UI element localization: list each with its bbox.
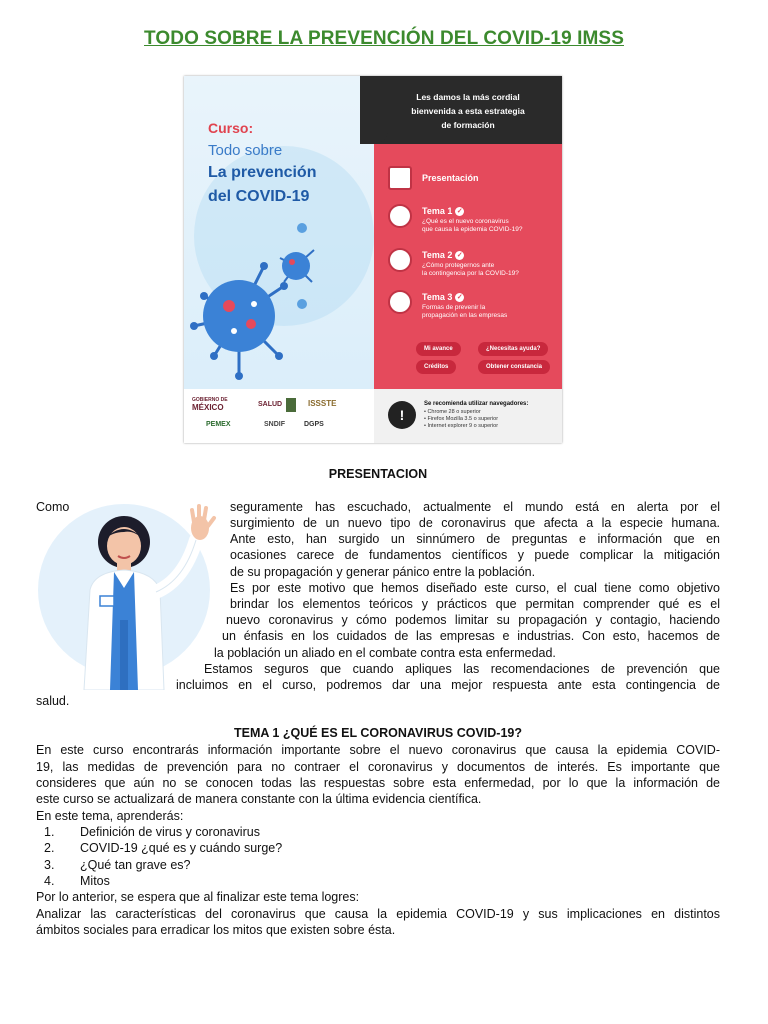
presentacion-line-4: ocasiones carece de fundamentos científicos y puede complicar la mitigación bbox=[230, 548, 720, 562]
list-item: 4. Mitos bbox=[44, 874, 110, 888]
presentacion-label: Presentación bbox=[422, 173, 479, 183]
tema1-intro-line-3: este curso se actualizará de manera constante con la última evidencia científica. bbox=[36, 792, 482, 806]
hands-icon bbox=[388, 248, 412, 272]
presentacion-line-7: brindar los elementos teóricos y prácticos que permitan comprender qué es el bbox=[230, 597, 720, 611]
welcome-line2: bienvenida a esta estrategia bbox=[411, 106, 525, 116]
card-left-panel bbox=[184, 76, 379, 389]
course-name-line2: del COVID-19 bbox=[208, 188, 310, 205]
tema-3-desc1: Formas de prevenir la bbox=[422, 304, 486, 311]
tema1-intro-line-2: consideres que aún no se conocen todas las respuestas sobre esta enfermedad, por lo que la información de bbox=[36, 776, 720, 790]
course-name-line1: La prevención bbox=[208, 164, 317, 181]
workers-icon bbox=[388, 290, 412, 314]
warning-icon: ! bbox=[388, 401, 416, 429]
presentacion-line-13: salud. bbox=[36, 694, 70, 708]
welcome-line3: de formación bbox=[441, 120, 495, 130]
check-icon: ✓ bbox=[456, 208, 463, 215]
list-item: 3. ¿Qué tan grave es? bbox=[44, 858, 191, 872]
presentation-icon bbox=[388, 166, 412, 190]
todo-sobre-label: Todo sobre bbox=[208, 142, 283, 159]
tema-3-desc2: propagación en las empresas bbox=[422, 312, 508, 319]
presentacion-line-0: Como bbox=[36, 500, 70, 514]
tema1-heading: TEMA 1 ¿QUÉ ES EL CORONAVIRUS COVID-19? bbox=[233, 726, 522, 740]
list-item: 1. Definición de virus y coronavirus bbox=[44, 825, 260, 839]
tema1-aprenderas: En este tema, aprenderás: bbox=[36, 809, 184, 823]
tema1-outro-line-1: Analizar las características del coronavirus que causa la epidemia COVID-19 y sus implicaciones en distintos bbox=[36, 907, 720, 921]
presentacion-line-11: Estamos seguros que cuando apliques las recomendaciones de prevención que bbox=[204, 662, 720, 676]
browsers-list: • Chrome 28 o superior • Firefox Mozilla 3.5 o superior • Internet explorer 9 o superior bbox=[424, 409, 499, 429]
gobierno-mexico-logo: GOBIERNO DE MÉXICO bbox=[192, 397, 228, 412]
necesitas-ayuda-button[interactable]: ¿Necesitas ayuda? bbox=[478, 342, 548, 356]
obtener-constancia-button[interactable]: Obtener constancia bbox=[478, 360, 550, 374]
presentacion-line-6: Es por este motivo que hemos diseñado este curso, el cual tiene como objetivo bbox=[230, 581, 720, 595]
presentacion-line-1: seguramente has escuchado, actualmente el mundo está en alerta por el bbox=[230, 500, 720, 514]
tema1-outro-line-2: ámbitos sociales para erradicar los mitos que existen sobre ésta. bbox=[36, 923, 396, 937]
course-card-image bbox=[184, 76, 562, 443]
logos-strip bbox=[184, 389, 374, 443]
presentacion-heading: PRESENTACION bbox=[328, 467, 428, 481]
list-item: 2. COVID-19 ¿qué es y cuándo surge? bbox=[44, 841, 283, 855]
tema-1-desc1: ¿Qué es el nuevo coronavirus bbox=[422, 218, 509, 225]
presentacion-line-9: un énfasis en los cuidados de las empresas e industrias. Con esto, hacemos de bbox=[222, 629, 720, 643]
imss-logo bbox=[286, 398, 296, 412]
check-icon: ✓ bbox=[456, 252, 463, 259]
document-title: TODO SOBRE LA PREVENCIÓN DEL COVID-19 IMSS bbox=[144, 28, 624, 49]
creditos-button[interactable]: Créditos bbox=[416, 360, 456, 374]
virus-icon bbox=[388, 204, 412, 228]
welcome-banner bbox=[374, 76, 562, 144]
check-icon: ✓ bbox=[456, 294, 463, 301]
tema-2-desc1: ¿Cómo protegernos ante bbox=[422, 262, 495, 269]
tema1-intro-line-0: En este curso encontrarás información importante sobre el nuevo coronavirus que causa la epidemia COVID- bbox=[36, 743, 720, 757]
tema-1-title: Tema 1 bbox=[422, 206, 453, 216]
browsers-panel bbox=[374, 389, 562, 443]
browsers-title: Se recomienda utilizar navegadores: bbox=[424, 401, 529, 407]
mi-avance-button[interactable]: Mi avance bbox=[416, 342, 461, 356]
presentacion-line-12: incluimos en el curso, podremos dar una mejor respuesta ante esta contingencia de bbox=[176, 678, 720, 692]
presentacion-line-10: la población un aliado en el combate contra esta enfermedad. bbox=[214, 646, 556, 660]
presentacion-line-3: Ante esto, han surgido un sinnúmero de preguntas e información que en bbox=[230, 532, 720, 546]
tema-2-desc2: la contingencia por la COVID-19? bbox=[422, 270, 519, 277]
issste-logo: ISSSTE bbox=[308, 399, 337, 408]
doctor-illustration-icon bbox=[34, 500, 220, 690]
tema1-intro-line-1: 19, las medidas de prevención para no contraer el coronavirus y documentos de interés. Es importante que bbox=[36, 760, 720, 774]
welcome-line1: Les damos la más cordial bbox=[416, 92, 520, 102]
dgps-logo: DGPS bbox=[304, 421, 324, 428]
virus-illustration-icon bbox=[184, 216, 379, 386]
sndif-logo: SNDIF bbox=[264, 421, 285, 428]
presentacion-line-2: surgimiento de un nuevo tipo de coronavirus que afecta a la especie humana. bbox=[230, 516, 720, 530]
presentacion-line-8: nuevo coronavirus y cómo podemos limitar su propagación y contagio, haciendo bbox=[226, 613, 720, 627]
card-right-panel bbox=[374, 76, 562, 389]
salud-logo: SALUD bbox=[258, 401, 283, 408]
tema-3-title: Tema 3 bbox=[422, 292, 453, 302]
presentacion-line-5: de su propagación y generar pánico entre la población. bbox=[230, 565, 536, 579]
tema-1-desc2: que causa la epidemia COVID-19? bbox=[422, 226, 523, 233]
pemex-logo: PEMEX bbox=[206, 421, 231, 428]
tema1-outro-line-0: Por lo anterior, se espera que al finalizar este tema logres: bbox=[36, 890, 360, 904]
tema-2-title: Tema 2 bbox=[422, 250, 453, 260]
curso-label: Curso: bbox=[208, 120, 254, 136]
